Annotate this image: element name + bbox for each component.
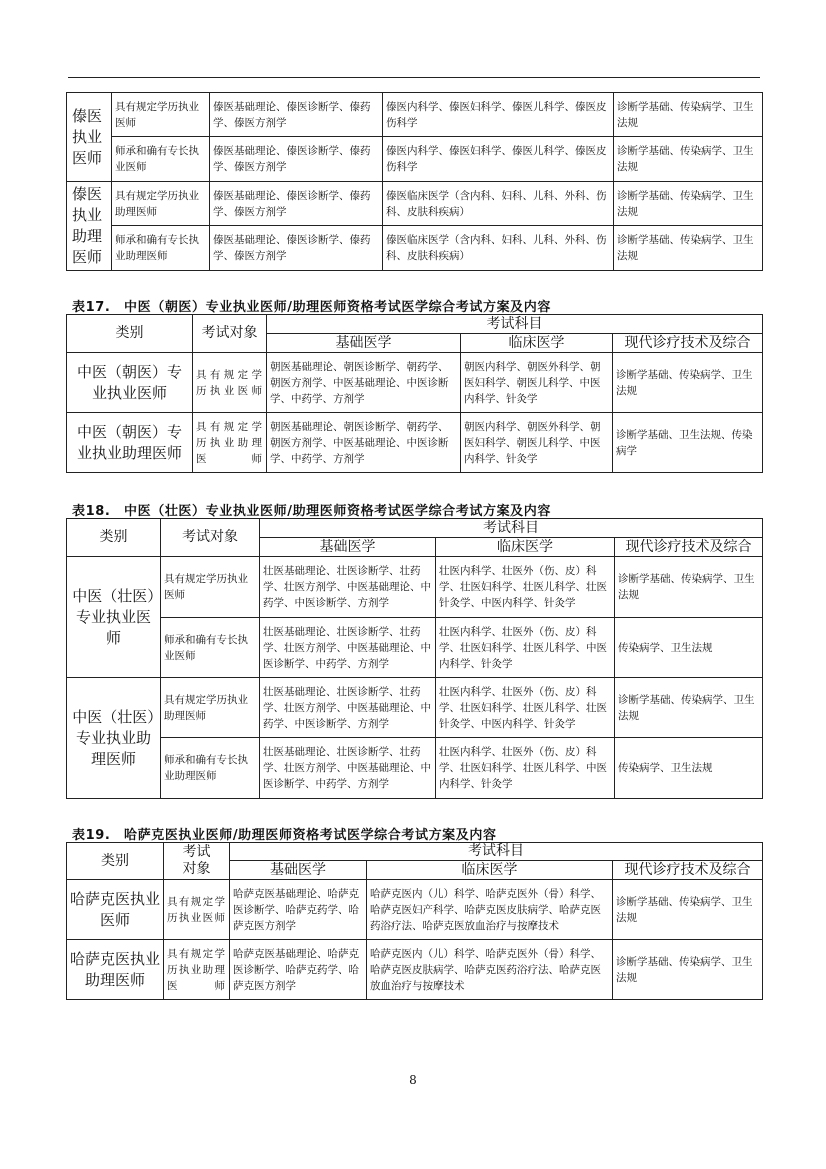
header-category: 类别 [67, 315, 193, 353]
table-18 [66, 518, 763, 799]
table-row [67, 137, 763, 182]
basic-cell: 傣医基础理论、傣医诊断学、傣药学、傣医方剂学 [210, 226, 383, 271]
header-clinical: 临床医学 [436, 538, 615, 557]
target-cell: 具有规定学历执业医师 [193, 353, 267, 413]
table-row [67, 940, 763, 1000]
clinical-cell: 傣医临床医学（含内科、妇科、儿科、外科、伤科、皮肤科疾病） [383, 182, 614, 226]
target-cell: 具有规定学历执业医师 [161, 557, 260, 618]
header-modern: 现代诊疗技术及综合 [613, 861, 763, 880]
category-cell: 中医（朝医）专业执业助理医师 [67, 413, 193, 473]
table-19 [66, 842, 763, 1000]
basic-cell: 壮医基础理论、壮医诊断学、壮药学、壮医方剂学、中医基础理论、中药学、中医诊断学、方剂学 [260, 678, 436, 738]
header-rule [68, 77, 760, 78]
category-cell: 中医（壮医）专业执业医师 [67, 557, 161, 678]
modern-cell: 诊断学基础、卫生法规、传染病学 [613, 413, 763, 473]
header-subjects: 考试科目 [230, 843, 763, 861]
table-row [67, 93, 763, 137]
modern-cell: 传染病学、卫生法规 [615, 738, 763, 799]
category-cell: 傣医执业医师 [67, 93, 112, 182]
table-17 [66, 314, 763, 473]
table-17-caption: 表17. 中医（朝医）专业执业医师/助理医师资格考试医学综合考试方案及内容 [72, 300, 551, 315]
table-19-caption: 表19. 哈萨克医执业医师/助理医师资格考试医学综合考试方案及内容 [72, 828, 497, 843]
modern-cell: 诊断学基础、传染病学、卫生法规 [615, 557, 763, 618]
page-number: 8 [409, 1073, 417, 1087]
table-row [67, 880, 763, 940]
category-cell: 中医（朝医）专业执业医师 [67, 353, 193, 413]
table-header-row [67, 843, 763, 861]
header-category: 类别 [67, 843, 164, 880]
modern-cell: 诊断学基础、传染病学、卫生法规 [614, 182, 763, 226]
clinical-cell: 哈萨克医内（儿）科学、哈萨克医外（骨）科学、哈萨克医妇产科学、哈萨克医皮肤病学、哈萨克医药浴疗法、哈萨克医放血治疗与按摩技术 [367, 880, 613, 940]
category-cell: 中医（壮医）专业执业助理医师 [67, 678, 161, 799]
modern-cell: 诊断学基础、传染病学、卫生法规 [614, 226, 763, 271]
header-clinical: 临床医学 [367, 861, 613, 880]
category-cell: 傣医执业助理医师 [67, 182, 112, 271]
target-cell: 具有规定学历执业助理医师 [161, 678, 260, 738]
table-18-caption: 表18. 中医（壮医）专业执业医师/助理医师资格考试医学综合考试方案及内容 [72, 504, 551, 519]
table-row [67, 738, 763, 799]
header-basic: 基础医学 [230, 861, 367, 880]
header-modern: 现代诊疗技术及综合 [613, 334, 763, 353]
basic-cell: 哈萨克医基础理论、哈萨克医诊断学、哈萨克药学、哈萨克医方剂学 [230, 880, 367, 940]
modern-cell: 诊断学基础、传染病学、卫生法规 [613, 880, 763, 940]
target-cell: 具有规定学历执业助理医师 [112, 182, 210, 226]
basic-cell: 壮医基础理论、壮医诊断学、壮药学、壮医方剂学、中医基础理论、中医诊断学、中药学、方剂学 [260, 738, 436, 799]
basic-cell: 哈萨克医基础理论、哈萨克医诊断学、哈萨克药学、哈萨克医方剂学 [230, 940, 367, 1000]
modern-cell: 诊断学基础、传染病学、卫生法规 [614, 137, 763, 182]
target-cell: 师承和确有专长执业医师 [161, 618, 260, 678]
modern-cell: 诊断学基础、传染病学、卫生法规 [613, 940, 763, 1000]
target-cell: 师承和确有专长执业医师 [112, 137, 210, 182]
header-subjects: 考试科目 [260, 519, 763, 538]
target-cell: 具有规定学历执业医师 [164, 880, 230, 940]
clinical-cell: 壮医内科学、壮医外（伤、皮）科学、壮医妇科学、壮医儿科学、壮医针灸学、中医内科学、针灸学 [436, 678, 615, 738]
clinical-cell: 傣医内科学、傣医妇科学、傣医儿科学、傣医皮伤科学 [383, 93, 614, 137]
clinical-cell: 朝医内科学、朝医外科学、朝医妇科学、朝医儿科学、中医内科学、针灸学 [461, 353, 613, 413]
header-basic: 基础医学 [267, 334, 461, 353]
target-cell: 具有规定学历执业助理医师 [193, 413, 267, 473]
table-row [67, 557, 763, 618]
target-cell: 具有规定学历执业医师 [112, 93, 210, 137]
table-header-row [67, 315, 763, 334]
header-clinical: 临床医学 [461, 334, 613, 353]
basic-cell: 壮医基础理论、壮医诊断学、壮药学、壮医方剂学、中医基础理论、中药学、中医诊断学、方剂学 [260, 557, 436, 618]
clinical-cell: 傣医内科学、傣医妇科学、傣医儿科学、傣医皮伤科学 [383, 137, 614, 182]
target-cell: 师承和确有专长执业助理医师 [112, 226, 210, 271]
basic-cell: 傣医基础理论、傣医诊断学、傣药学、傣医方剂学 [210, 93, 383, 137]
header-target: 考试对象 [164, 843, 230, 880]
header-subjects: 考试科目 [267, 315, 763, 334]
table-row [67, 353, 763, 413]
table-row [67, 618, 763, 678]
modern-cell: 诊断学基础、传染病学、卫生法规 [614, 93, 763, 137]
modern-cell: 诊断学基础、传染病学、卫生法规 [613, 353, 763, 413]
header-target: 考试对象 [193, 315, 267, 353]
clinical-cell: 朝医内科学、朝医外科学、朝医妇科学、朝医儿科学、中医内科学、针灸学 [461, 413, 613, 473]
table-row [67, 182, 763, 226]
header-target: 考试对象 [161, 519, 260, 557]
modern-cell: 诊断学基础、传染病学、卫生法规 [615, 678, 763, 738]
clinical-cell: 哈萨克医内（儿）科学、哈萨克医外（骨）科学、哈萨克医皮肤病学、哈萨克医药浴疗法、哈萨克医放血治疗与按摩技术 [367, 940, 613, 1000]
header-basic: 基础医学 [260, 538, 436, 557]
basic-cell: 朝医基础理论、朝医诊断学、朝药学、朝医方剂学、中医基础理论、中医诊断学、中药学、方剂学 [267, 353, 461, 413]
basic-cell: 傣医基础理论、傣医诊断学、傣药学、傣医方剂学 [210, 137, 383, 182]
category-cell: 哈萨克医执业助理医师 [67, 940, 164, 1000]
basic-cell: 傣医基础理论、傣医诊断学、傣药学、傣医方剂学 [210, 182, 383, 226]
target-cell: 师承和确有专长执业助理医师 [161, 738, 260, 799]
header-category: 类别 [67, 519, 161, 557]
basic-cell: 朝医基础理论、朝医诊断学、朝药学、朝医方剂学、中医基础理论、中医诊断学、中药学、方剂学 [267, 413, 461, 473]
basic-cell: 壮医基础理论、壮医诊断学、壮药学、壮医方剂学、中医基础理论、中医诊断学、中药学、方剂学 [260, 618, 436, 678]
table-16 [66, 92, 763, 271]
clinical-cell: 壮医内科学、壮医外（伤、皮）科学、壮医妇科学、壮医儿科学、中医内科学、针灸学 [436, 738, 615, 799]
modern-cell: 传染病学、卫生法规 [615, 618, 763, 678]
header-modern: 现代诊疗技术及综合 [615, 538, 763, 557]
table-header-row [67, 519, 763, 538]
table-row [67, 413, 763, 473]
target-cell: 具有规定学历执业助理医师 [164, 940, 230, 1000]
clinical-cell: 壮医内科学、壮医外（伤、皮）科学、壮医妇科学、壮医儿科学、中医内科学、针灸学 [436, 618, 615, 678]
category-cell: 哈萨克医执业医师 [67, 880, 164, 940]
clinical-cell: 壮医内科学、壮医外（伤、皮）科学、壮医妇科学、壮医儿科学、壮医针灸学、中医内科学、针灸学 [436, 557, 615, 618]
clinical-cell: 傣医临床医学（含内科、妇科、儿科、外科、伤科、皮肤科疾病） [383, 226, 614, 271]
table-row [67, 226, 763, 271]
table-row [67, 678, 763, 738]
